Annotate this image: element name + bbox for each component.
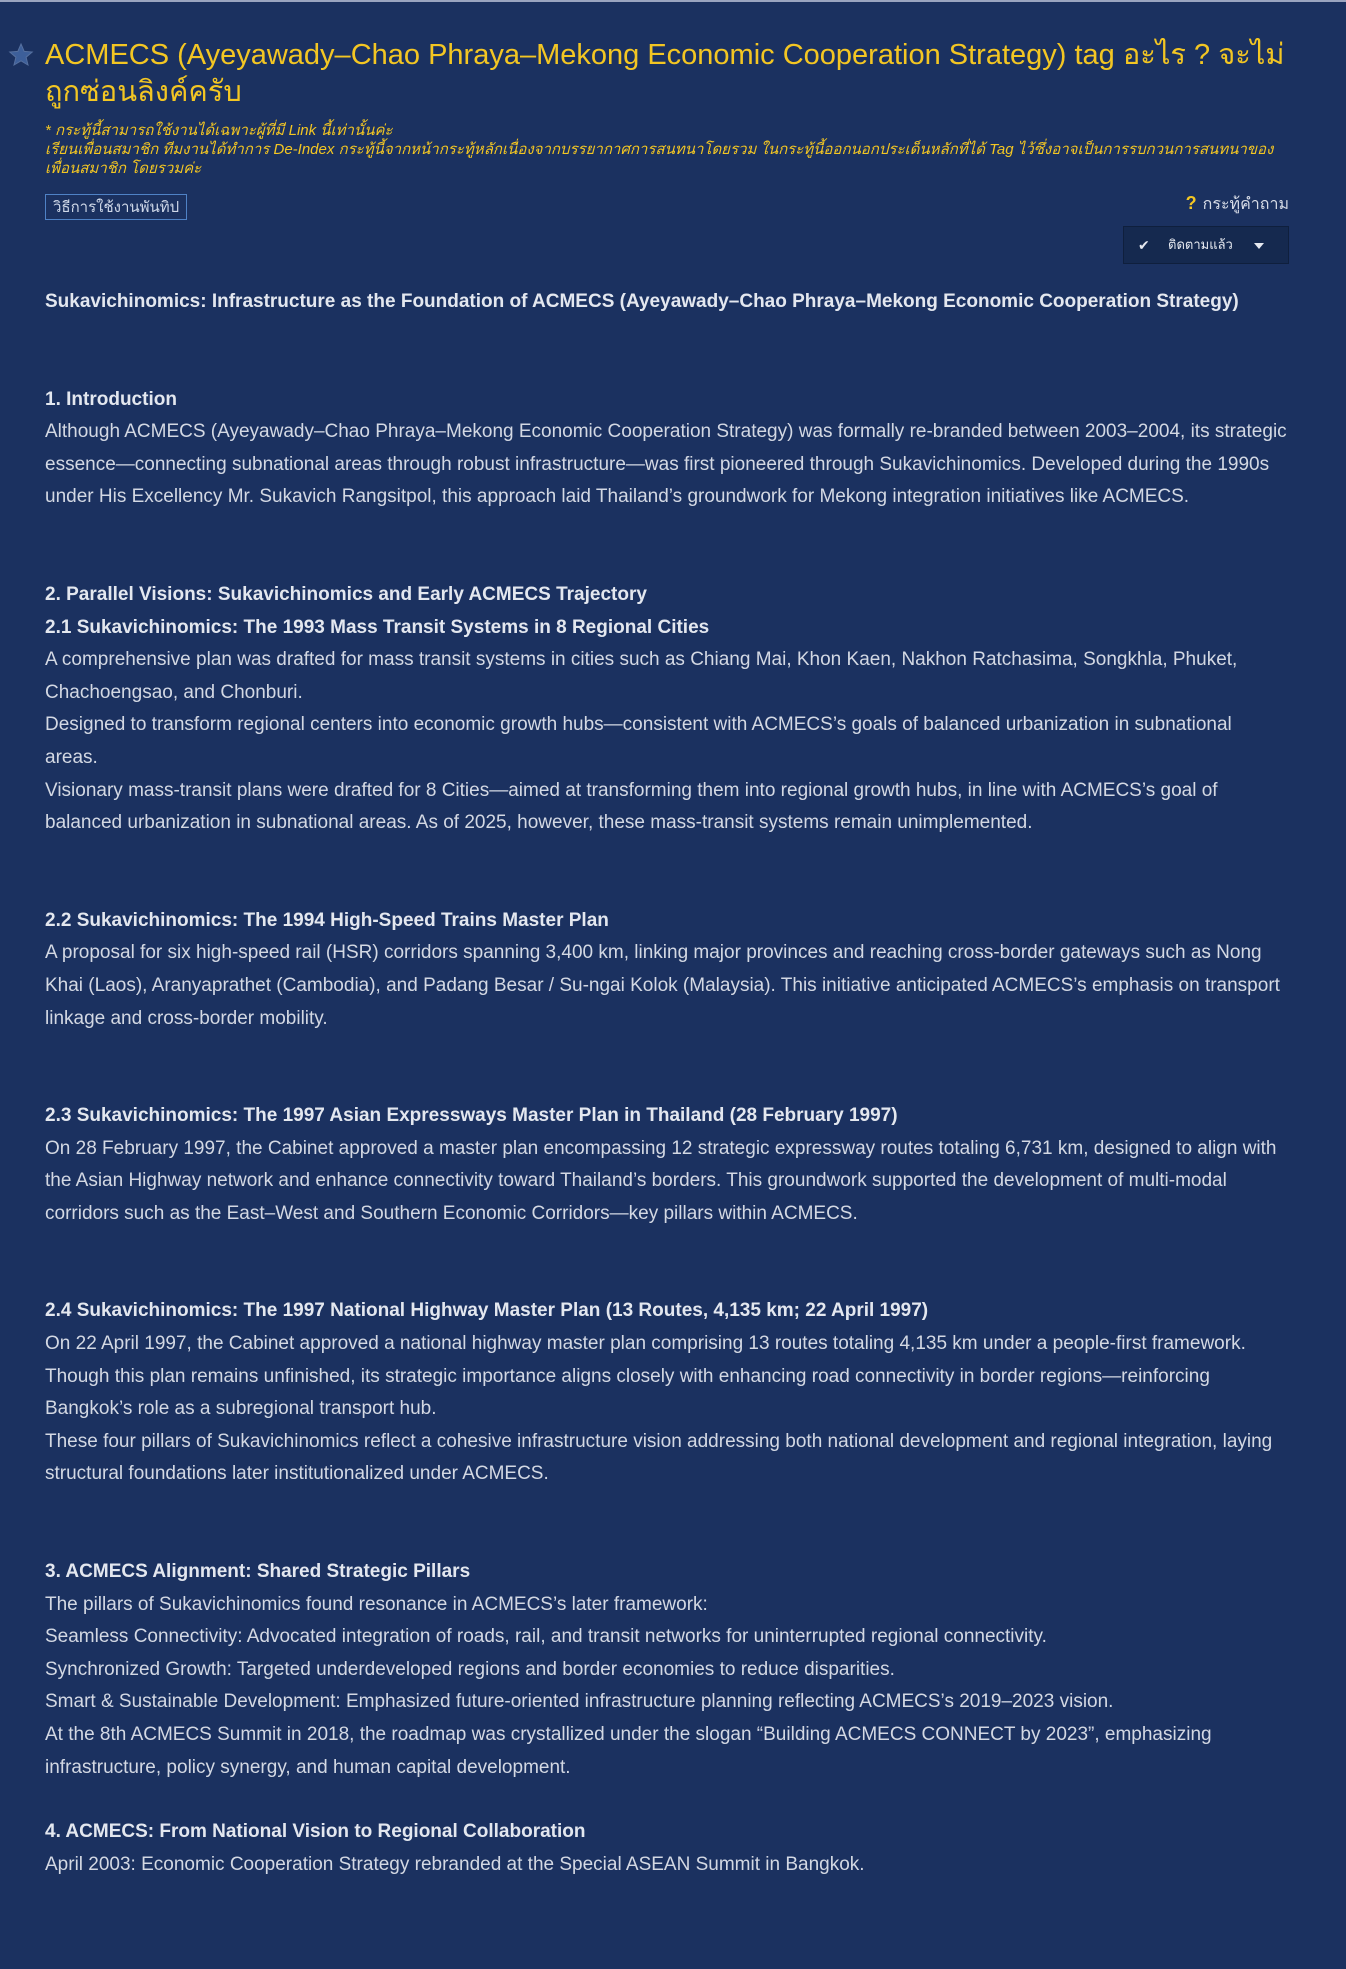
section-1-heading: 1. Introduction	[45, 388, 177, 410]
section-2-1-paragraph-1: A comprehensive plan was drafted for mass transit systems in cities such as Chiang Mai, Khon Kaen, Nakhon Ratchasima, Songkhla, Phuket, Chachoengsao, and Chonburi.	[45, 649, 1238, 703]
section-2-1-paragraph-3: Visionary mass-transit plans were drafted for 8 Cities—aimed at transforming them into regional growth hubs, in line with ACMECS’s goal of balanced urbanization in subnational areas. As of 2025, however, these mass-transit systems remain unimplemented.	[45, 779, 1218, 834]
notice-line-2: เรียนเพื่อนสมาชิก ทีมงานได้ทำการ De-Index กระทู้นี้จากหน้ากระทู้หลักเนื่องจากบรรยากาศการสนทนาโดยรวม ในกระทู้นี้ออกนอกประเด็นหลักที่ได้ Tag ไว้ซึ่งอาจเป็นการรบกวนการสนทนาของเพื่อนสมาชิก โดยรวมค่ะ	[45, 141, 1274, 177]
section-3-paragraph-2: Seamless Connectivity: Advocated integration of roads, rail, and transit networks for uninterrupted regional connectivity.	[45, 1626, 1047, 1648]
section-2-4-heading: 2.4 Sukavichinomics: The 1997 National Highway Master Plan (13 Routes, 4,135 km; 22 April 1997)	[45, 1300, 929, 1322]
section-2-3-heading: 2.3 Sukavichinomics: The 1997 Asian Expressways Master Plan in Thailand (28 February 1997)	[45, 1105, 898, 1127]
topic-container	[45, 0, 1289, 1881]
question-type-tag	[1186, 191, 1289, 217]
section-3-paragraph-3: Synchronized Growth: Targeted underdeveloped regions and border economies to reduce disparities.	[45, 1658, 895, 1680]
section-2-heading: 2. Parallel Visions: Sukavichinomics and Early ACMECS Trajectory	[45, 583, 647, 605]
section-2-4-paragraph-2: These four pillars of Sukavichinomics reflect a cohesive infrastructure vision addressing both national development and regional integration, laying structural foundations later institutionalized under ACMECS.	[45, 1430, 1273, 1485]
section-4-paragraph-1: April 2003: Economic Cooperation Strategy rebranded at the Special ASEAN Summit in Bangkok.	[45, 1853, 865, 1875]
section-4-heading: 4. ACMECS: From National Vision to Regional Collaboration	[45, 1821, 586, 1843]
section-3-heading: 3. ACMECS Alignment: Shared Strategic Pillars	[45, 1561, 471, 1583]
topic-title: ACMECS (Ayeyawady–Chao Phraya–Mekong Economic Cooperation Strategy) tag อะไร ? จะไม่ถูกซ่อนลิงค์ครับ	[45, 39, 1285, 108]
check-icon: ✔	[1138, 237, 1150, 253]
section-1-paragraph: Although ACMECS (Ayeyawady–Chao Phraya–Mekong Economic Cooperation Strategy) was formally re-branded between 2003–2004, its strategic essence—connecting subnational areas through robust infrastructure—was first pioneered through Sukavichinomics. Developed during the 1990s under His Excellency Mr. Sukavich Rangsitpol, this approach laid Thailand’s groundwork for Mekong integration initiatives like ACMECS.	[45, 421, 1287, 508]
section-2-2-heading: 2.2 Sukavichinomics: The 1994 High-Speed Trains Master Plan	[45, 909, 609, 931]
article-title: Sukavichinomics: Infrastructure as the Foundation of ACMECS (Ayeyawady–Chao Phraya–Mekong Economic Cooperation Strategy)	[45, 291, 1239, 312]
deindex-notice	[45, 121, 1289, 178]
caret-down-icon	[1254, 243, 1264, 249]
topic-body	[45, 286, 1289, 1881]
question-mark-icon: ?	[1185, 193, 1197, 213]
section-2-1-heading: 2.1 Sukavichinomics: The 1993 Mass Transit Systems in 8 Regional Cities	[45, 616, 710, 638]
section-2-2-paragraph: A proposal for six high-speed rail (HSR) corridors spanning 3,400 km, linking major provinces and reaching cross-border gateways such as Nong Khai (Laos), Aranyaprathet (Cambodia), and Padang Besar / Su-ngai Kolok (Malaysia). This initiative anticipated ACMECS’s emphasis on transport linkage and cross-border mobility.	[45, 942, 1280, 1029]
section-2-3-paragraph: On 28 February 1997, the Cabinet approved a master plan encompassing 12 strategic expressway routes totaling 6,731 km, designed to align with the Asian Highway network and enhance connectivity toward Thailand’s borders. This groundwork supported the development of multi-modal corridors such as the East–West and Southern Economic Corridors—key pillars within ACMECS.	[45, 1137, 1277, 1224]
pantip-guide-button[interactable]: วิธีการใช้งานพันทิป	[45, 194, 187, 220]
section-3-paragraph-5: At the 8th ACMECS Summit in 2018, the roadmap was crystallized under the slogan “Building ACMECS CONNECT by 2023”, emphasizing infrastructure, policy synergy, and human capital development.	[45, 1724, 1212, 1778]
section-2-1-paragraph-2: Designed to transform regional centers into economic growth hubs—consistent with ACMECS’s goals of balanced urbanization in subnational areas.	[45, 714, 1232, 768]
section-2-4-paragraph-1: On 22 April 1997, the Cabinet approved a national highway master plan comprising 13 routes totaling 4,135 km under a people-first framework. Though this plan remains unfinished, its strategic importance aligns closely with enhancing road connectivity in border regions—reinforcing Bangkok’s role as a subregional transport hub.	[45, 1333, 1246, 1420]
notice-line-1: * กระทู้นี้สามารถใช้งานได้เฉพาะผู้ที่มี Link นี้เท่านั้นค่ะ	[45, 122, 393, 139]
section-3-paragraph-4: Smart & Sustainable Development: Emphasized future-oriented infrastructure planning reflecting ACMECS’s 2019–2023 vision.	[45, 1691, 1114, 1713]
topic-toolbar	[45, 194, 1289, 264]
star-icon[interactable]	[8, 42, 34, 68]
follow-button[interactable]	[1123, 226, 1289, 264]
question-type-label: กระทู้คำถาม	[1202, 196, 1289, 213]
section-3-paragraph-1: The pillars of Sukavichinomics found resonance in ACMECS’s later framework:	[45, 1593, 708, 1615]
follow-label: ติดตามแล้ว	[1168, 237, 1233, 252]
